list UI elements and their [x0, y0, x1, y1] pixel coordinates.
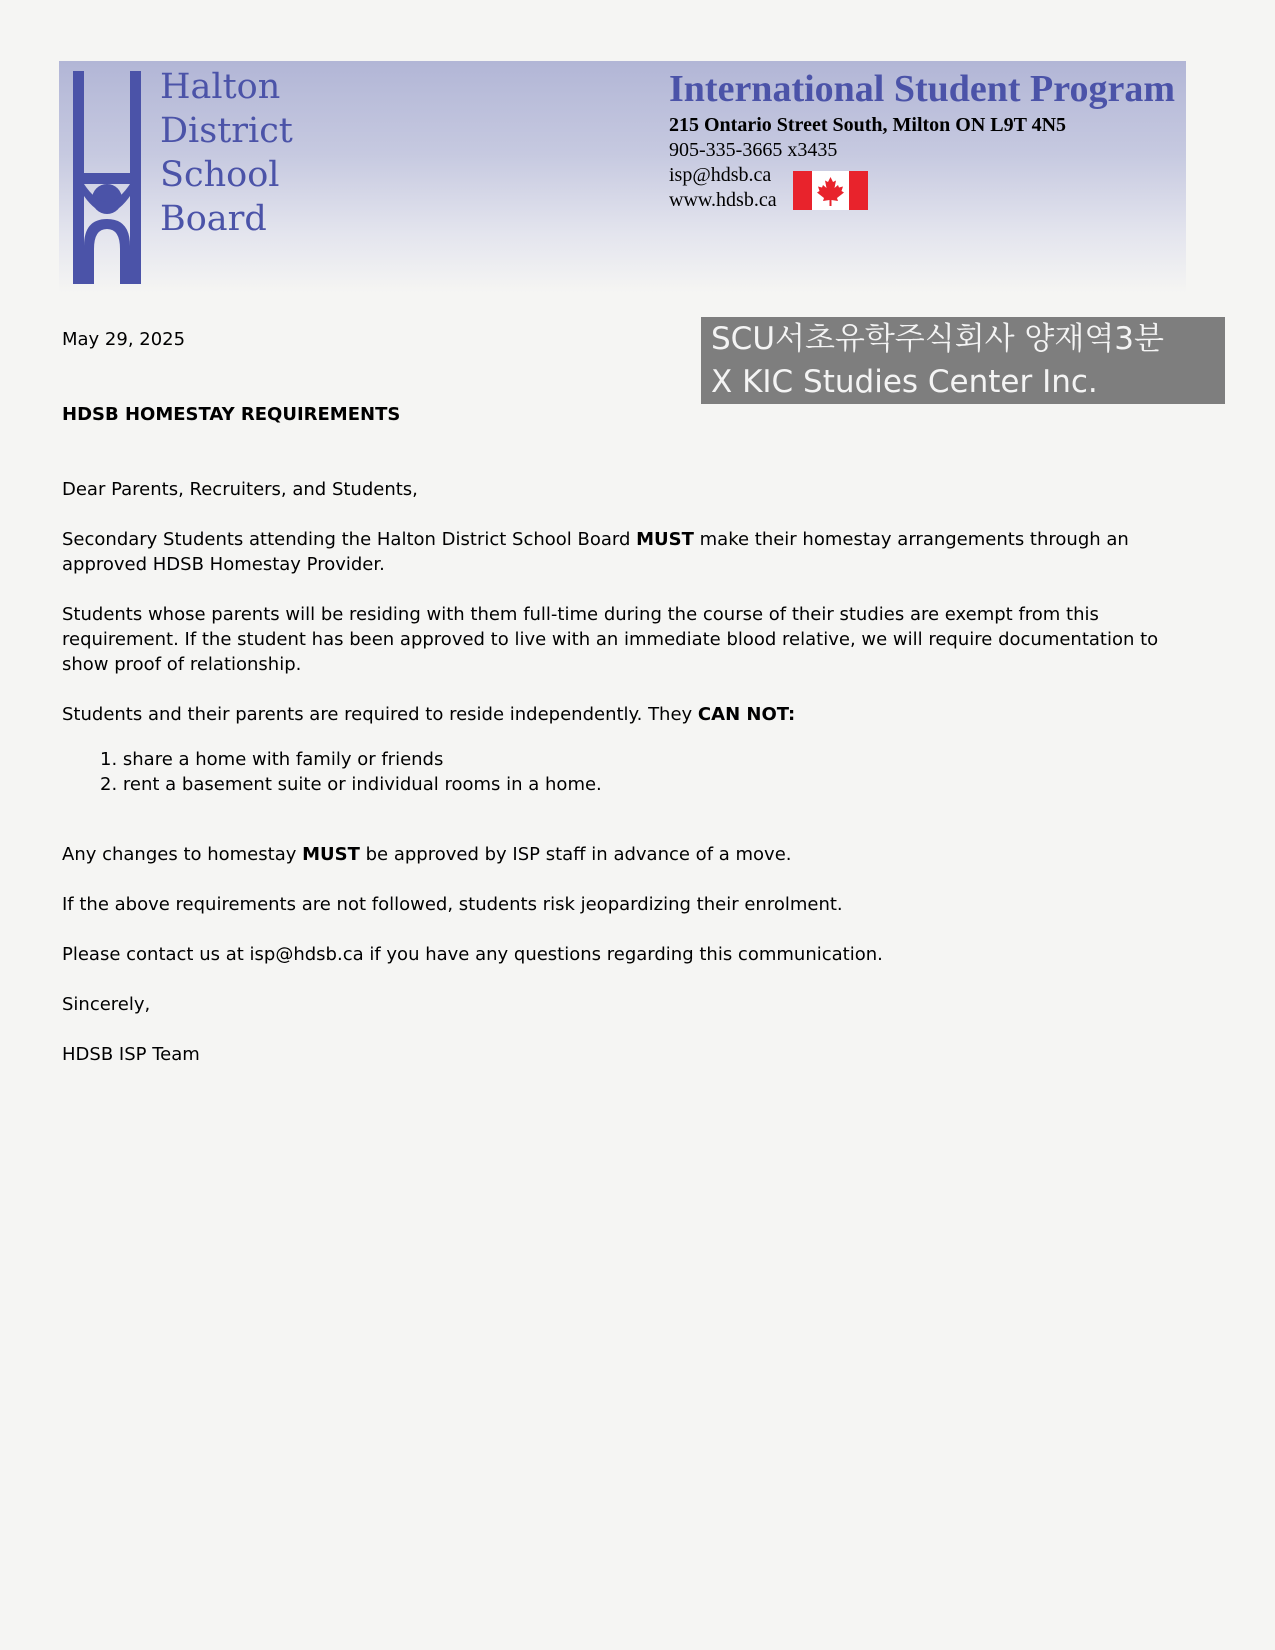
- paragraph-text: be approved by ISP staff in advance of a move.: [359, 844, 792, 865]
- watermark-line: SCU서초유학주식회사 양재역3분: [711, 321, 1164, 357]
- program-address: 215 Ontario Street South, Milton ON L9T 4N5: [669, 114, 1067, 136]
- program-title: International Student Program: [669, 68, 1175, 110]
- program-phone: 905-335-3665 x3435: [669, 139, 838, 161]
- salutation: Dear Parents, Recruiters, and Students,: [62, 479, 418, 500]
- program-email: isp@hdsb.ca: [669, 164, 772, 186]
- board-name-line: School: [160, 155, 280, 195]
- paragraph-changes: [62, 842, 1182, 867]
- board-name-line: Halton: [160, 67, 281, 107]
- closing: Sincerely,: [62, 994, 151, 1015]
- letterhead: [59, 61, 1186, 293]
- letter-date: May 29, 2025: [62, 329, 186, 350]
- list-item: 1. share a home with family or friends: [100, 749, 444, 770]
- signature: HDSB ISP Team: [62, 1044, 200, 1065]
- watermark-line: X KIC Studies Center Inc.: [711, 364, 1098, 400]
- emphasis-text: MUST: [302, 844, 360, 865]
- hdsb-figure-logo-icon: [73, 71, 143, 284]
- paragraph-exemption: Students whose parents will be residing with them full-time during the course of their studies are exempt from this requirement. If the student has been approved to live with an immediate blood relative, we will require documentation to show proof of relationship.: [62, 604, 1159, 675]
- watermark-overlay: [701, 317, 1225, 404]
- program-info: [669, 66, 1175, 213]
- emphasis-text: MUST: [636, 529, 694, 550]
- letter-title: HDSB HOMESTAY REQUIREMENTS: [62, 404, 401, 425]
- emphasis-text: CAN NOT:: [697, 704, 796, 725]
- canada-flag-icon: [793, 171, 868, 210]
- paragraph-text: Secondary Students attending the Halton District School Board: [62, 529, 637, 550]
- paragraph-text: make their homestay arrangements through an approved HDSB Homestay Provider.: [62, 529, 1129, 575]
- paragraph-contact: Please contact us at isp@hdsb.ca if you have any questions regarding this communication.: [62, 944, 883, 965]
- paragraph-text: Students and their parents are required to reside independently. They: [62, 704, 698, 725]
- restrictions-list: [100, 747, 602, 797]
- board-name-line: District: [160, 111, 293, 151]
- paragraph-consequence: If the above requirements are not followed, students risk jeopardizing their enrolment.: [62, 894, 843, 915]
- paragraph-provider-requirement: [62, 527, 1182, 577]
- board-name-line: Board: [160, 199, 267, 239]
- paragraph-text: Any changes to homestay: [62, 844, 303, 865]
- paragraph-independence: [62, 702, 1182, 727]
- board-name: [160, 65, 293, 241]
- list-item: 2. rent a basement suite or individual rooms in a home.: [100, 774, 602, 795]
- program-website: www.hdsb.ca: [669, 189, 777, 211]
